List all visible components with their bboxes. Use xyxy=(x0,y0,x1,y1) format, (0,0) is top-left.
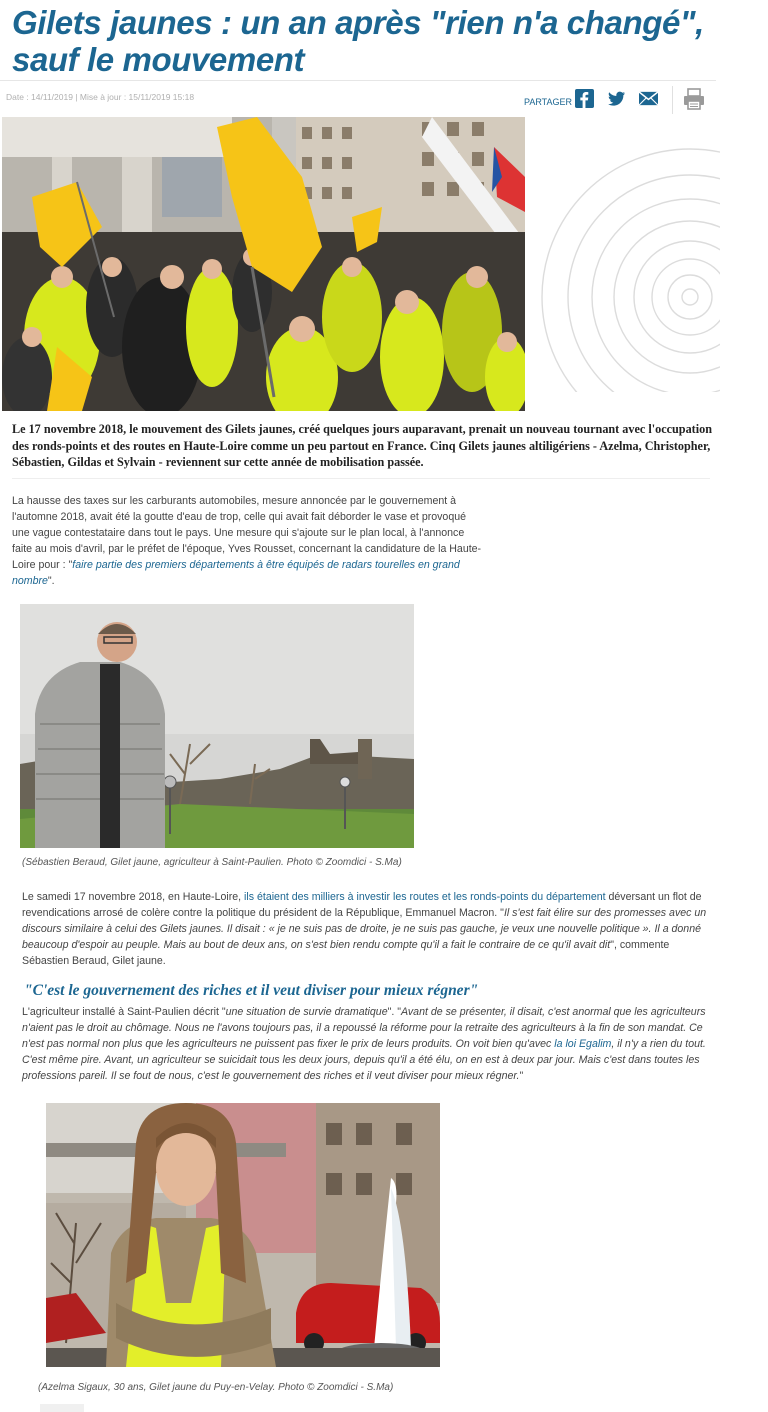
photo-caption-2: (Azelma Sigaux, 30 ans, Gilet jaune du Puy-en-Velay. Photo © Zoomdici - S.Ma) xyxy=(38,1382,394,1393)
photo-azelma-sigaux xyxy=(46,1103,440,1367)
twitter-icon[interactable] xyxy=(607,89,626,108)
photo-caption-1: (Sébastien Beraud, Gilet jaune, agriculteur à Saint-Paulien. Photo © Zoomdici - S.Ma) xyxy=(22,857,402,868)
article-lede: Le 17 novembre 2018, le mouvement des Gilets jaunes, créé quelques jours auparavant, prenait un nouveau tournant avec l'occupation des ronds-points et des routes en Haute-Loire comme un peu partout en France. Cinq Gilets jaunes altiligériens - Azelma, Christopher, Sébastien, Gildas et Sylvain - reviennent sur cette année de mobilisation passée. xyxy=(12,422,712,469)
share-divider xyxy=(672,86,673,114)
lede-divider xyxy=(12,478,710,479)
header-divider xyxy=(0,80,716,81)
footer-placeholder xyxy=(40,1404,84,1412)
loi-egalim-link[interactable]: la loi Egalim xyxy=(554,1038,612,1050)
print-icon[interactable] xyxy=(683,88,705,110)
article-dates: Date : 14/11/2019 | Mise à jour : 15/11/2019 15:18 xyxy=(6,92,195,102)
hero-photo-protest xyxy=(2,117,525,411)
article-subheading: "C'est le gouvernement des riches et il veut diviser pour mieux régner" xyxy=(24,982,479,999)
body-paragraph-1: La hausse des taxes sur les carburants automobiles, mesure annoncée par le gouvernement à l'automne 2018, avait été la goutte d'eau de trop, celle qui avait fait déborder le vase et provoqué une vague contestataire dans tout le pays. Une mesure qui s'ajoute sur le plan local, à l'annonce faite au mois d'avril, par le préfet de l'époque, Yves Rousset, concernant la candidature de la Haute-Loire pour : "faire partie des premiers départements à être équipés de radars tourelles en grand nombre". xyxy=(12,495,482,587)
mail-icon[interactable] xyxy=(639,89,658,108)
body-paragraph-2: Le samedi 17 novembre 2018, en Haute-Loire, ils étaient des milliers à investir les routes et les ronds-points du département déversant un flot de revendications arrosé de colère contre la politique du président de la République, Emmanuel Macron. "Il s'est fait élire sur des promesses avec un discours similaire à celui des Gilets jaunes. Il disait : « je ne suis pas de droite, je ne suis pas gauche, je veux une nouvelle politique ». Il a donné beaucoup d'espoir au peuple. Mais au bout de deux ans, on s'est bien rendu compte qu'il a fait le contraire de ce qu'il avait dit", commente Sébastien Beraud, Gilet jaune. xyxy=(22,891,707,967)
milliers-link[interactable]: ils étaient des milliers à investir les routes et les ronds-points du département xyxy=(244,891,606,903)
share-label: PARTAGER xyxy=(524,97,573,107)
facebook-icon[interactable] xyxy=(575,89,594,108)
body-paragraph-3: L'agriculteur installé à Saint-Paulien décrit "une situation de survie dramatique". "Avant de se présenter, il disait, c'est anormal que les agriculteurs n'aient pas le droit au chômage. Nous ne l'avons toujours pas, il a repoussé la réforme pour la retraite des agriculteurs à la fin de son mandat. Ce n'est pas normal non plus que les agriculteurs ne puissent pas fixer le prix de leurs produits. On voit bien qu'avec la loi Egalim, il n'y a rien du tout. C'est même pire. Avant, un agriculteur se suicidait tous les deux jours, depuis qu'il a été élu, on en est à deux par jour. Mais c'est dans toutes les professions pareil. Il se fout de nous, c'est le gouvernement des riches et il veut diviser pour mieux régner." xyxy=(22,1006,706,1082)
photo-sebastien-beraud xyxy=(20,604,414,848)
article-headline: Gilets jaunes : un an après "rien n'a changé", sauf le mouvement xyxy=(12,4,704,78)
radars-link[interactable]: faire partie des premiers départements à être équipés de radars tourelles en grand nombre xyxy=(12,559,460,587)
decorative-circles xyxy=(520,112,720,392)
